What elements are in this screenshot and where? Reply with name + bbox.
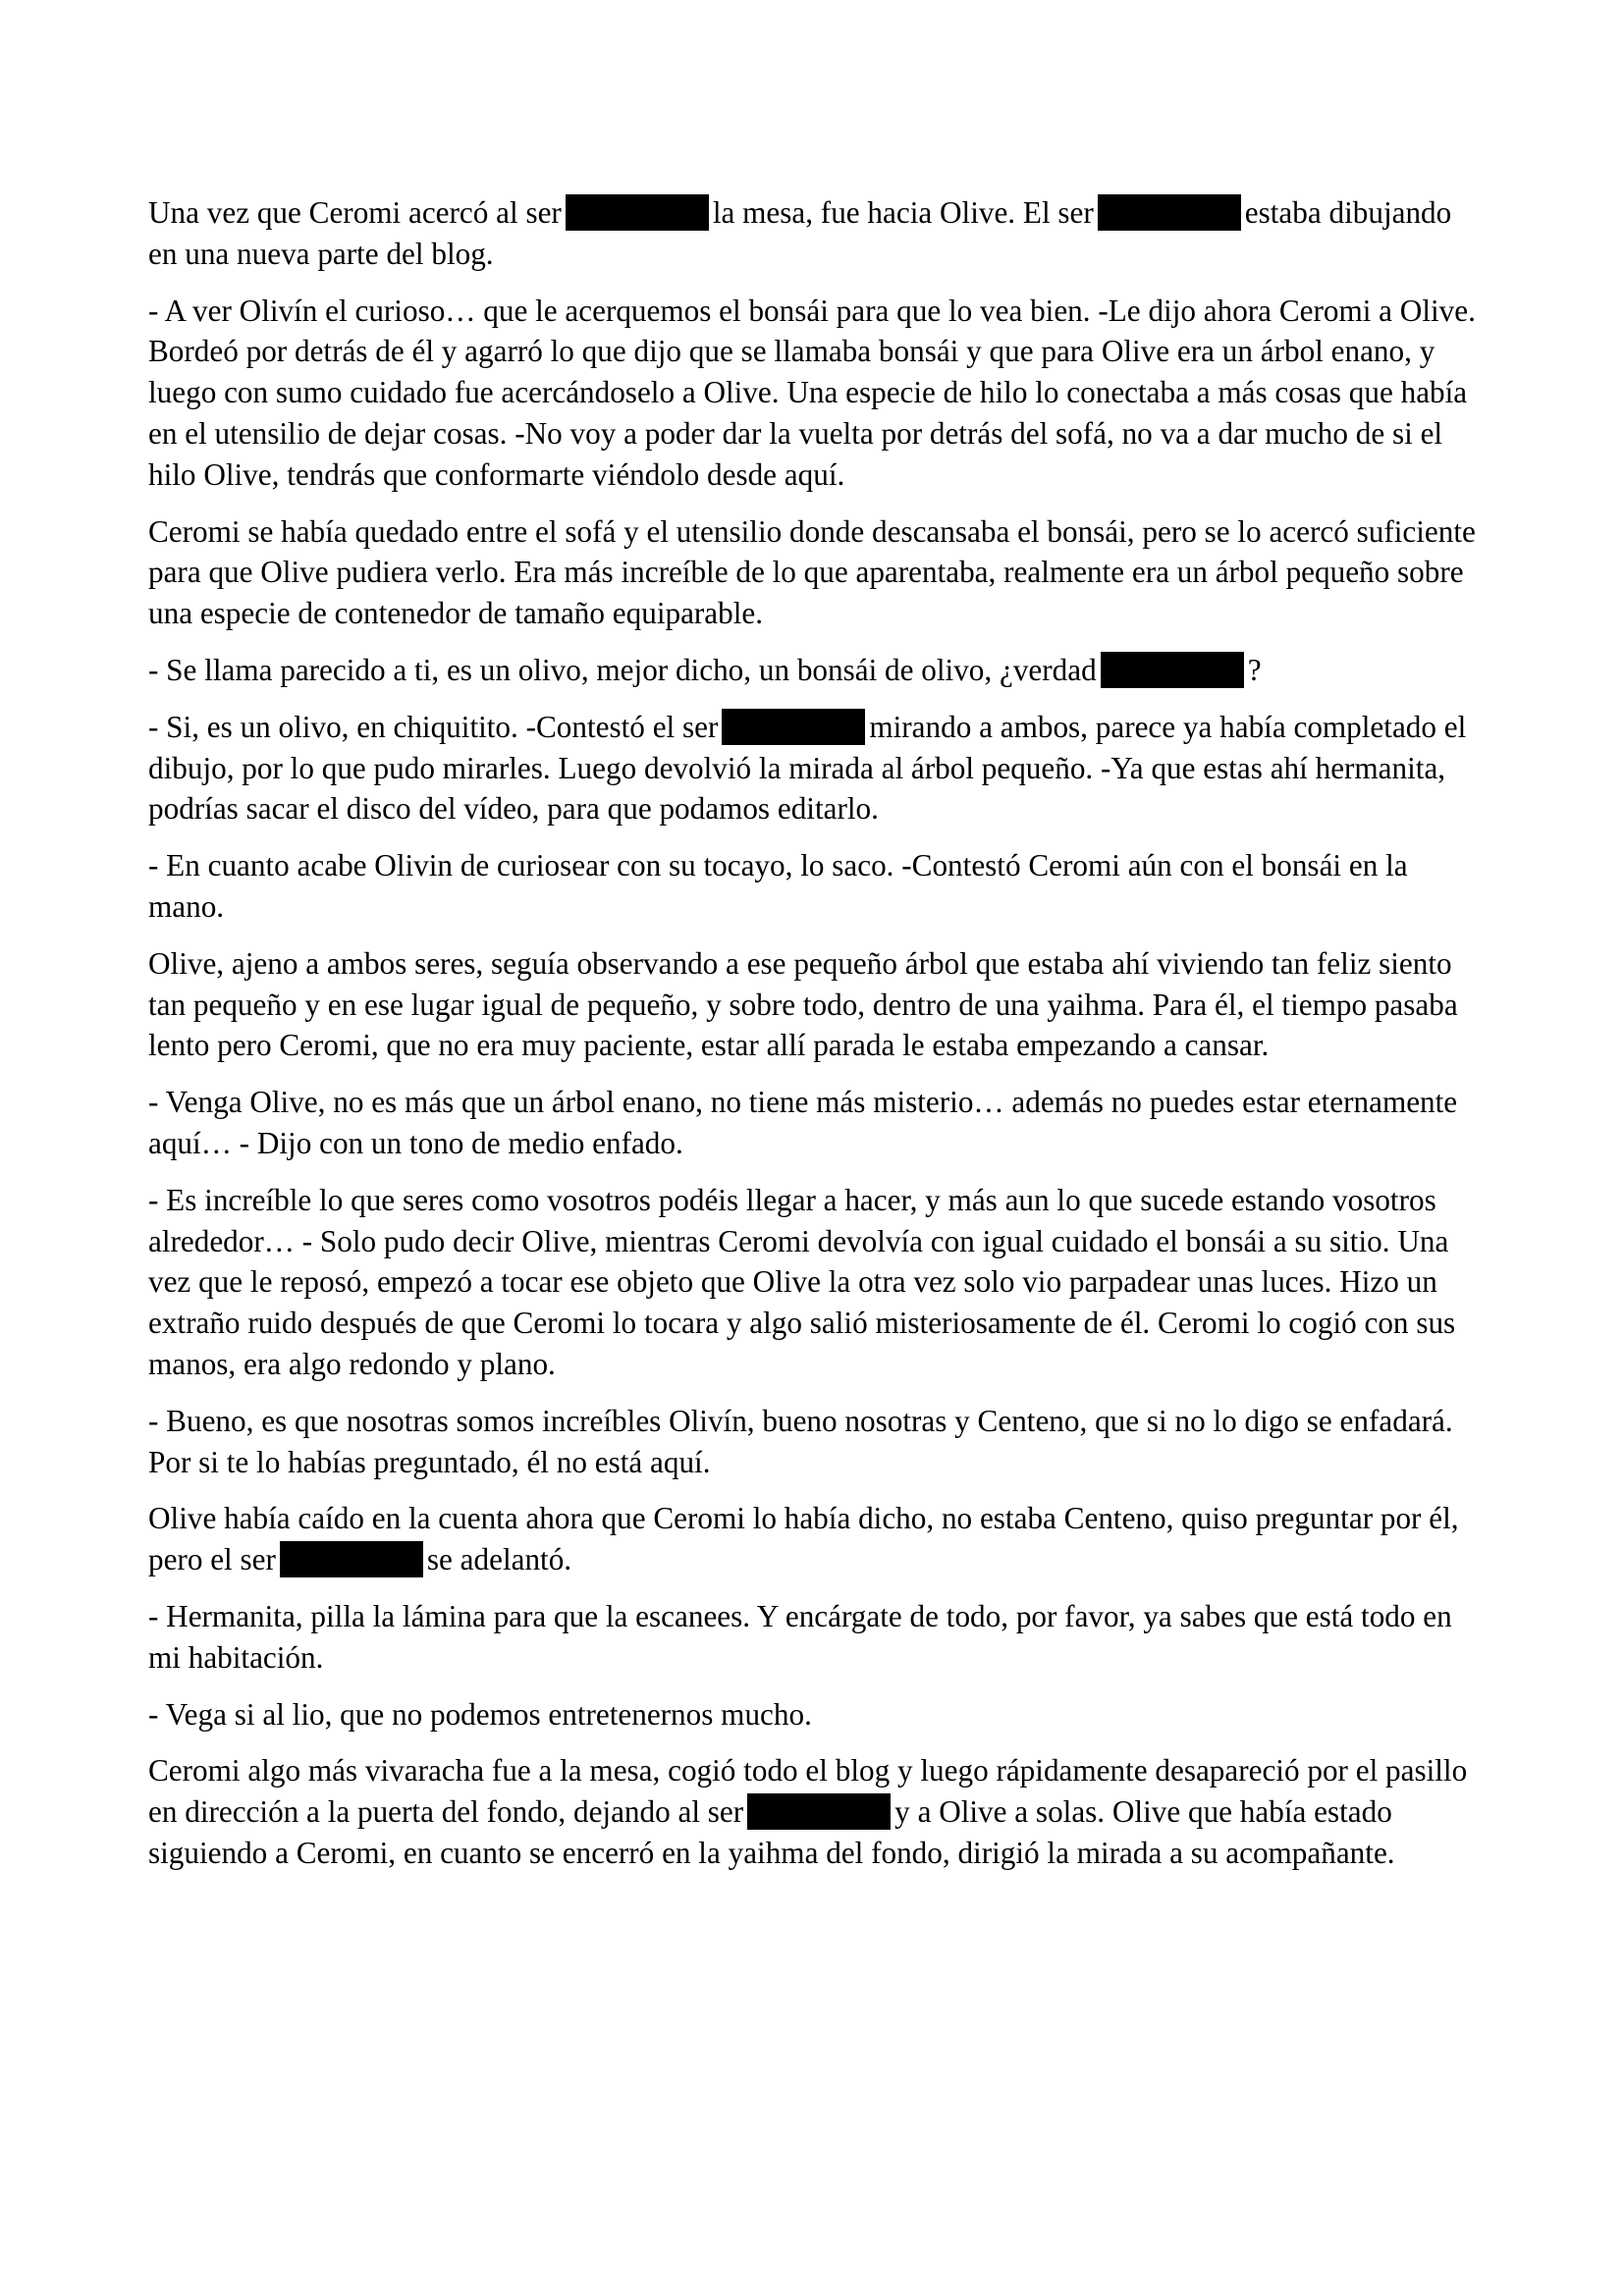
paragraph-text: - Se llama parecido a ti, es un olivo, mejor dicho, un bonsái de olivo, ¿verdad xyxy=(148,652,1097,687)
paragraph-14 xyxy=(148,1750,1484,1873)
redaction-bar xyxy=(1098,194,1241,231)
paragraph-text: ? xyxy=(1247,652,1262,687)
redaction-bar xyxy=(722,709,865,745)
paragraph-text: mirando a ambos, parece ya había completado el dibujo, por lo que pudo mirarles. Luego devolvió la mirada al árbol pequeño. -Ya que estas ahí hermanita, podrías sacar el disco del vídeo, para que podamos editarlo. xyxy=(148,709,1467,827)
paragraph-3 xyxy=(148,511,1484,634)
redaction-bar xyxy=(1101,652,1244,688)
paragraph-text: - Hermanita, pilla la lámina para que la escanees. Y encárgate de todo, por favor, ya sabes que está todo en mi habitación. xyxy=(148,1598,1452,1675)
paragraph-1 xyxy=(148,192,1484,275)
paragraph-7 xyxy=(148,943,1484,1066)
redaction-bar xyxy=(747,1793,891,1830)
paragraph-text: - Bueno, es que nosotras somos increíbles Olivín, bueno nosotras y Centeno, que si no lo digo se enfadará. Por si te lo habías preguntado, él no está aquí. xyxy=(148,1403,1453,1479)
paragraph-6 xyxy=(148,845,1484,928)
paragraph-text: - En cuanto acabe Olivin de curiosear con su tocayo, lo saco. -Contestó Ceromi aún con el bonsái en la mano. xyxy=(148,848,1408,924)
paragraph-11 xyxy=(148,1498,1484,1580)
paragraph-5 xyxy=(148,707,1484,829)
paragraph-text: Una vez que Ceromi acercó al ser xyxy=(148,195,562,230)
paragraph-8 xyxy=(148,1082,1484,1164)
paragraph-13 xyxy=(148,1694,1484,1735)
paragraph-text: - Es increíble lo que seres como vosotros podéis llegar a hacer, y más aun lo que sucede estando vosotros alrededor… - Solo pudo decir Olive, mientras Ceromi devolvía con igual cuidado el bonsái a su sitio. Una vez que le reposó, empezó a tocar ese objeto que Olive la otra vez solo vio parpadear unas luces. Hizo un extraño ruido después de que Ceromi lo tocara y algo salió misteriosamente de él. Ceromi lo cogió con sus manos, era algo redondo y plano. xyxy=(148,1182,1456,1381)
paragraph-text: Olive, ajeno a ambos seres, seguía observando a ese pequeño árbol que estaba ahí viviendo tan feliz siento tan pequeño y en ese lugar igual de pequeño, y sobre todo, dentro de una yaihma. Para él, el tiempo pasaba lento pero Ceromi, que no era muy paciente, estar allí parada le estaba empezando a cansar. xyxy=(148,945,1458,1063)
paragraph-text: Ceromi algo más vivaracha fue a la mesa, cogió todo el blog y luego rápidamente desapareció por el pasillo en dirección a la puerta del fondo, dejando al ser xyxy=(148,1753,1468,1830)
paragraph-4 xyxy=(148,650,1484,691)
paragraph-text: Ceromi se había quedado entre el sofá y el utensilio donde descansaba el bonsái, pero se lo acercó suficiente para que Olive pudiera verlo. Era más increíble de lo que aparentaba, realmente era un árbol pequeño sobre una especie de contenedor de tamaño equiparable. xyxy=(148,513,1476,631)
paragraph-text: se adelantó. xyxy=(426,1542,572,1577)
paragraph-text: estaba dibujando en una nueva parte del blog. xyxy=(148,195,1452,271)
paragraph-text: - Vega si al lio, que no podemos entretenernos mucho. xyxy=(148,1696,812,1732)
redaction-bar xyxy=(280,1541,423,1577)
paragraph-text: - Venga Olive, no es más que un árbol enano, no tiene más misterio… además no puedes estar eternamente aquí… - Dijo con un tono de medio enfado. xyxy=(148,1085,1458,1160)
paragraph-text: la mesa, fue hacia Olive. El ser xyxy=(712,195,1094,230)
paragraph-text: - Si, es un olivo, en chiquitito. -Contestó el ser xyxy=(148,709,719,744)
paragraph-9 xyxy=(148,1180,1484,1385)
paragraph-text: y a Olive a solas. Olive que había estado siguiendo a Ceromi, en cuanto se encerró en la yaihma del fondo, dirigió la mirada a su acompañante. xyxy=(148,1794,1395,1870)
paragraph-10 xyxy=(148,1401,1484,1483)
paragraph-12 xyxy=(148,1596,1484,1679)
redaction-bar xyxy=(566,194,709,231)
paragraph-text: Olive había caído en la cuenta ahora que Ceromi lo había dicho, no estaba Centeno, quiso preguntar por él, pero el ser xyxy=(148,1501,1459,1577)
document-body xyxy=(148,192,1484,1890)
paragraph-text: - A ver Olivín el curioso… que le acerquemos el bonsái para que lo vea bien. -Le dijo ahora Ceromi a Olive. Bordeó por detrás de él y agarró lo que dijo que se llamaba bonsái y que para Olive era un árbol enano, y luego con sumo cuidado fue acercándoselo a Olive. Una especie de hilo lo conectaba a más cosas que había en el utensilio de dejar cosas. -No voy a poder dar la vuelta por detrás del sofá, no va a dar mucho de si el hilo Olive, tendrás que conformarte viéndolo desde aquí. xyxy=(148,293,1476,492)
paragraph-2 xyxy=(148,291,1484,496)
